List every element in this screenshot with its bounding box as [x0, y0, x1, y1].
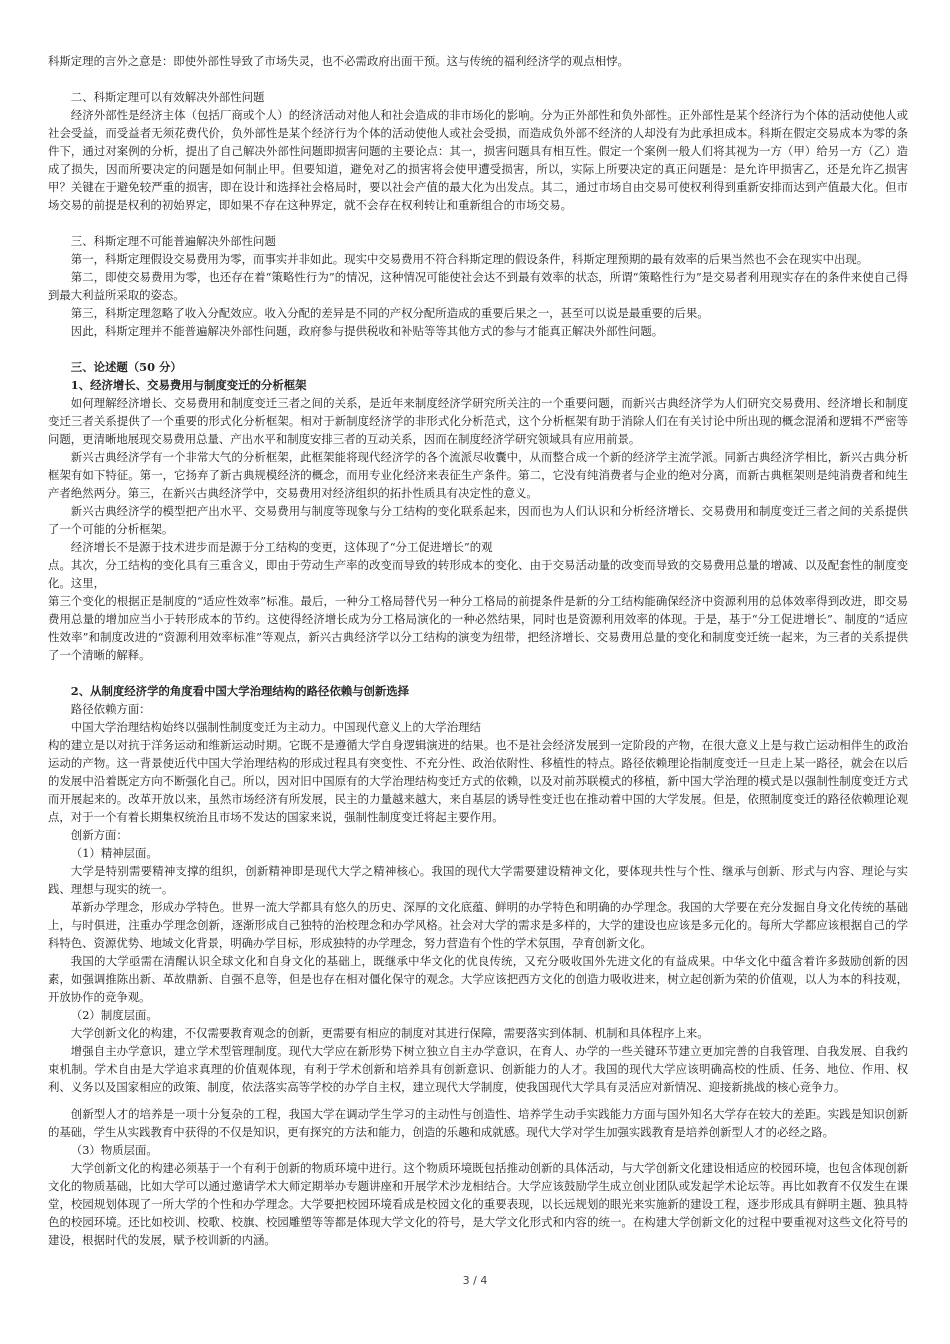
page-number: 3 / 4	[462, 1274, 488, 1287]
body-paragraph: 中国大学治理结构始终以强制性制度变迁为主动力。中国现代意义上的大学治理结	[70, 720, 481, 734]
section-heading-bold: 2、从制度经济学的角度看中国大学治理结构的路径依赖与创新选择	[70, 684, 410, 698]
section-heading: 二、科斯定理可以有效解决外部性问题	[70, 90, 265, 104]
body-paragraph: 构的建立是以对抗于洋务运动和维新运动时期。它既不是遵循大学自身逻辑演进的结果。也不是社会经济发展到一定阶段的产物，在很大意义上是与救亡运动相伴生的政治运动的产物。这一背景使近代中国大学治理结构的形成过程具有突变性、不充分性、政治依附性、移植性的特点。路径依赖理论指制度变迁一旦走上某一路径，就会在以后的发展中沿着既定方向不断强化自己。所以，因对旧中国原有的大学治理结构变迁方式的依赖，以及对前苏联模式的移植，新中国大学治理的模式是以强制性制度变迁方式而开展起来的。改革开放以来，虽然市场经济有所发展，民主的力量越来越大，来自基层的诱导性变迁也在推动着中国的大学发展。但是，依照制度变迁的路径依赖理论观点，对于一个有着长期集权统治且市场不发达的国家来说，强制性制度变迁将起主要作用。	[48, 738, 908, 824]
body-paragraph: 增强自主办学意识，建立学术型管理制度。现代大学应在新形势下树立独立自主办学意识，在育人、办学的一些关键环节建立更加完善的自我管理、自我发展、自我约束机制。学术自由是大学追求真理的价值观体现，有利于学术创新和培养具有创新意识、创新能力的人才。我国的现代大学应该明确高校的性质、任务、地位、作用、权利、义务以及国家相应的政策、制度，依法落实高等学校的办学自主权，建立现代大学制度，使我国现代大学具有灵活应对新情况、迎接新挑战的核心竞争力。	[48, 1044, 908, 1094]
body-paragraph: 革新办学理念，形成办学特色。世界一流大学都具有悠久的历史、深厚的文化底蕴、鲜明的办学特色和明确的办学理念。我国的大学要在充分发掘自身文化传统的基础上，与时俱进，注重办学理念创新，逐渐形成自己独特的治校理念和办学风格。社会对大学的需求是多样的，大学的建设也应该是多元化的。每所大学都应该根据自己的学科特色、资源优势、地域文化背景，明确办学目标，形成独特的办学理念，努力营造有个性的学术氛围，孕育创新文化。	[48, 900, 908, 950]
body-paragraph: 我国的大学亟需在清醒认识全球文化和自身文化的基础上，既继承中华文化的优良传统，又充分吸收国外先进文化的有益成果。中华文化中蕴含着许多鼓励创新的因素，如强调推陈出新、革故鼎新、自强不息等，但是也存在相对僵化保守的观念。大学应该把西方文化的创造力吸收进来，树立起创新为荣的价值观，以人为本的科技观，开放协作的竞争观。	[48, 954, 908, 1004]
body-paragraph: （1）精神层面。	[70, 846, 158, 860]
body-paragraph: 第三个变化的根据正是制度的“适应性效率”标准。最后，一种分工格局替代另一种分工格局的前提条件是新的分工结构能确保经济中资源利用的总体效率得到改进，即交易费用总量的增加应当小于转形成本的节约。这使得经济增长成为分工格局演化的一种必然结果，同时也是资源利用效率的体现。于是，基于“分工促进增长”、制度的“适应性效率”和制度改进的“资源利用效率标准”等观点，新兴古典经济学以分工结构的演变为纽带，把经济增长、交易费用总量的变化和制度变迁统一起来，为三者的关系提供了一个清晰的解释。	[48, 594, 908, 662]
paragraph-spacer	[48, 214, 908, 232]
section-heading-bold: 1、经济增长、交易费用与制度变迁的分析框架	[70, 378, 307, 392]
body-paragraph: 第一，科斯定理假设交易费用为零，而事实并非如此。现实中交易费用不符合科斯定理的假设条件，科斯定理预期的最有效率的后果当然也不会在现实中出现。	[70, 252, 869, 266]
body-paragraph: 路径依赖方面：	[70, 702, 151, 716]
section-heading-bold: 三、论述题（50 分）	[70, 360, 182, 374]
body-paragraph: 新兴古典经济学有一个非常大气的分析框架，此框架能将现代经济学的各个流派尽收囊中，从而整合成一个新的经济学主流学派。同新古典经济学相比，新兴古典分析框架有如下特征。第一，它扬弃了新古典规模经济的概念，而用专业化经济来表征生产条件。第二，它没有纯消费者与企业的绝对分离，而新古典框架则是纯消费者和纯生产者绝然两分。第三，在新兴古典经济学中，交易费用对经济组织的拓扑性质具有决定性的意义。	[48, 450, 908, 500]
paragraph-spacer	[48, 70, 908, 88]
body-paragraph: 大学是特别需要精神支撑的组织，创新精神即是现代大学之精神核心。我国的现代大学需要建设精神文化，要体现共性与个性、继承与创新、形式与内容、理论与实践、理想与现实的统一。	[48, 864, 908, 896]
paragraph-spacer	[48, 1096, 908, 1105]
document-body	[48, 52, 908, 1249]
body-paragraph: 如何理解经济增长、交易费用和制度变迁三者之间的关系，是近年来制度经济学研究所关注的一个重要问题，而新兴古典经济学为人们研究交易费用、经济增长和制度变迁三者关系提供了一个重要的形式化分析框架。相对于新制度经济学的非形式化分析范式，这个分析框架有助于消除人们在有关讨论中所出现的概念混淆和逻辑不严密等问题，更清晰地展现交易费用总量、产出水平和制度安排三者的互动关系，因而在制度经济学研究领域具有应用前景。	[48, 396, 908, 446]
paragraph-spacer	[48, 340, 908, 358]
body-paragraph: （2）制度层面。	[70, 1008, 158, 1022]
body-paragraph: 经济外部性是经济主体（包括厂商或个人）的经济活动对他人和社会造成的非市场化的影响。分为正外部性和负外部性。正外部性是某个经济行为个体的活动使他人或社会受益，而受益者无须花费代价，负外部性是某个经济行为个体的活动使他人或社会受损，而造成负外部不经济的人却没有为此承担成本。科斯在假定交易成本为零的条件下，通过对案例的分析，提出了自己解决外部性问题即损害问题的主要论点：其一，损害问题具有相互性。假定一个案例一般人们将其视为一方（甲）给另一方（乙）造成了损失，因而所要决定的问题是如何制止甲。但要知道，避免对乙的损害将会使甲遭受损害，所以，实际上所要决定的真正问题是：是允许甲损害乙，还是允许乙损害甲？关键在于避免较严重的损害，即在设计和选择社会格局时，要以社会产值的最大化为出发点。其二，通过市场自由交易可使权利得到重新安排而达到产值最大化。但市场交易的前提是权利的初始界定，即如果不存在这种界定，就不会存在权利转让和重新组合的市场交易。	[48, 108, 908, 212]
body-paragraph: 经济增长不是源于技术进步而是源于分工结构的变更，这体现了“分工促进增长”的观	[70, 540, 493, 554]
body-paragraph: 科斯定理的言外之意是：即使外部性导致了市场失灵，也不必需政府出面干预。这与传统的福利经济学的观点相悖。	[48, 54, 629, 68]
body-paragraph: 大学创新文化的构建，不仅需要教育观念的创新，更需要有相应的制度对其进行保障，需要落实到体制、机制和具体程序上来。	[70, 1026, 709, 1040]
body-paragraph: 第二，即使交易费用为零，也还存在着“策略性行为”的情况，这种情况可能使社会达不到最有效率的状态，所谓“策略性行为”是交易者利用现实存在的条件来使自己得到最大利益所采取的姿态。	[48, 270, 908, 302]
body-paragraph: 创新型人才的培养是一项十分复杂的工程，我国大学在调动学生学习的主动性与创造性、培养学生动手实践能力方面与国外知名大学存在较大的差距。实践是知识创新的基础，学生从实践教育中获得的不仅是知识，更有探究的方法和能力，创造的乐趣和成就感。现代大学对学生加强实践教育是培养创新型人才的必经之路。	[48, 1107, 908, 1139]
body-paragraph: （3）物质层面。	[70, 1143, 158, 1157]
body-paragraph: 大学创新文化的构建必须基于一个有利于创新的物质环境中进行。这个物质环境既包括推动创新的具体活动，与大学创新文化建设相适应的校园环境，也包含体现创新文化的物质基础，比如大学可以通过邀请学术大师定期举办专题讲座和开展学术沙龙相结合。大学应该鼓励学生成立创业团队或发起学术论坛等。再比如教育不仅发生在课堂，校园规划体现了一所大学的个性和办学理念。大学要把校园环境看成是校园文化的重要表现，以长远规划的眼光来实施新的建设工程，逐步形成具有鲜明主题、独具特色的校园环境。还比如校训、校歌、校旗、校园雕塑等等都是体现大学文化的符号，是大学文化形式和内容的统一。在构建大学创新文化的过程中要重视对这些文化符号的建设，根据时代的发展，赋予校训新的内涵。	[48, 1161, 908, 1247]
section-heading: 三、科斯定理不可能普遍解决外部性问题	[70, 234, 276, 248]
body-paragraph: 新兴古典经济学的模型把产出水平、交易费用与制度等现象与分工结构的变化联系起来，因而也为人们认识和分析经济增长、交易费用和制度变迁三者之间的关系提供了一个可能的分析框架。	[48, 504, 908, 536]
body-paragraph: 创新方面：	[70, 828, 128, 842]
paragraph-spacer	[48, 664, 908, 682]
body-paragraph: 第三，科斯定理忽略了收入分配效应。收入分配的差异是不同的产权分配所造成的重要后果之一，甚至可以说是最重要的后果。	[70, 306, 709, 320]
body-paragraph: 点。其次，分工结构的变化具有三重含义，即由于劳动生产率的改变而导致的转形成本的变化、由于交易活动量的改变而导致的交易费用总量的增减、以及配套性的制度变化。这里，	[48, 558, 908, 590]
body-paragraph: 因此，科斯定理并不能普遍解决外部性问题，政府参与提供税收和补贴等等其他方式的参与才能真正解决外部性问题。	[70, 324, 664, 338]
